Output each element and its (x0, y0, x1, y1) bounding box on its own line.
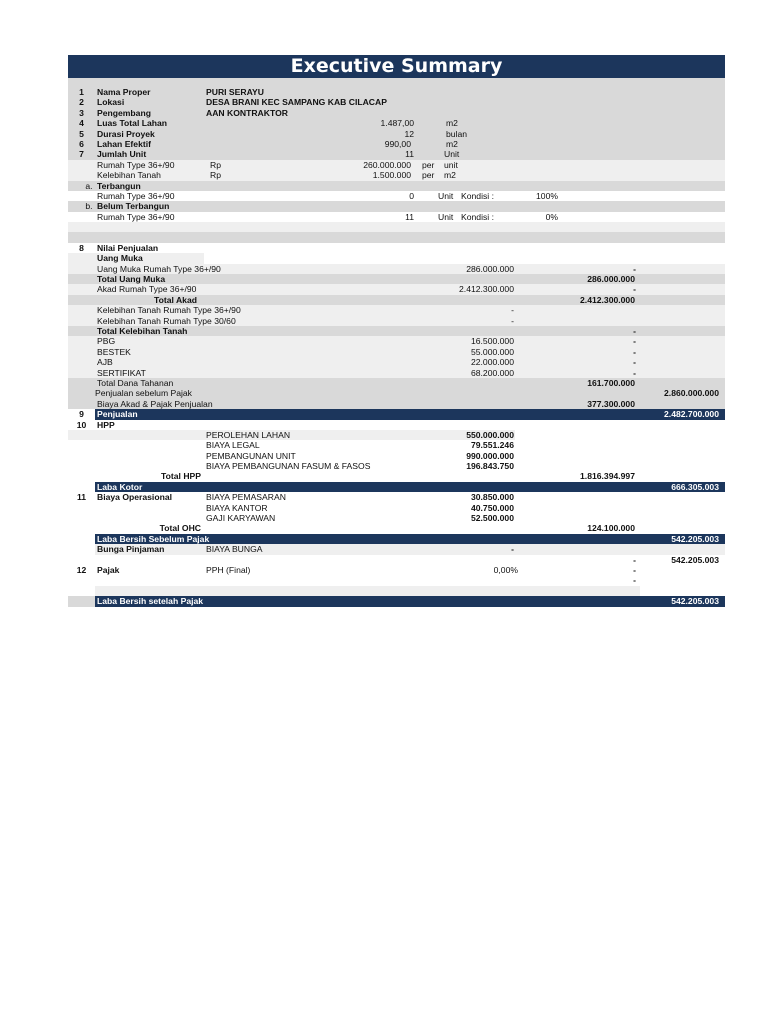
per-label: per (422, 159, 435, 170)
label-total-ohc: Total OHC (159, 523, 201, 534)
row-total-akad (68, 295, 725, 305)
opex-item-row (68, 513, 725, 523)
label-kelebihan-tanah-1: Kelebihan Tanah Rumah Type 36+/90 (97, 305, 241, 316)
value-total-hpp: 1.816.394.997 (580, 471, 635, 482)
row-number: 3 (79, 107, 84, 118)
value-bestek: 55.000.000 (470, 346, 514, 357)
opex-item-label: GAJI KARYAWAN (206, 513, 276, 524)
value-belum-terbangun-count: 11 (405, 211, 414, 222)
spacer-row (68, 78, 725, 87)
opex-item-row (68, 503, 725, 513)
label-terbangun: Terbangun (97, 180, 141, 191)
label-biaya-akad-pajak: Biaya Akad & Pajak Penjualan (97, 398, 213, 409)
value-ajb: 22.000.000 (470, 357, 514, 368)
executive-summary-sheet (68, 55, 725, 607)
label-uang-muka-item: Uang Muka Rumah Type 36+/90 (97, 263, 221, 274)
row-akad-item (68, 284, 725, 294)
row-lahan-efektif (68, 139, 725, 149)
row-number: 11 (76, 492, 87, 503)
row-nama-proper (68, 87, 725, 97)
dash-value: - (633, 284, 636, 295)
label-akad-item: Akad Rumah Type 36+/90 (97, 284, 197, 295)
row-terbangun-header (68, 181, 725, 191)
row-terbangun (68, 191, 725, 201)
label-pbg: PBG (97, 336, 116, 347)
opex-item-value: 30.850.000 (470, 492, 514, 503)
row-number: 7 (79, 149, 84, 160)
dash-value: - (633, 575, 636, 586)
label-terbangun-item: Rumah Type 36+/90 (97, 190, 175, 201)
label-bestek: BESTEK (97, 346, 131, 357)
kondisi-label: Kondisi : (461, 190, 494, 201)
row-laba-bersih-setelah-pajak (68, 596, 725, 606)
page-title: Executive Summary (68, 55, 725, 78)
label-jumlah-unit: Jumlah Unit (97, 149, 147, 160)
value-total-akad: 2.412.300.000 (580, 294, 635, 305)
row-lokasi (68, 97, 725, 107)
row-belum-terbangun (68, 212, 725, 222)
row-nilai-penjualan (68, 243, 725, 253)
value-laba-kotor: 666.305.003 (671, 481, 719, 492)
dash-value: - (633, 367, 636, 378)
value-harga-rumah: 260.000.000 (363, 159, 411, 170)
opex-items (68, 492, 725, 523)
row-laba-kotor (68, 482, 725, 492)
label-harga-rumah: Rumah Type 36+/90 (97, 159, 175, 170)
per-label: per (422, 170, 435, 181)
row-total-hpp (68, 471, 725, 481)
label-total-kelebihan-tanah: Total Kelebihan Tanah (97, 325, 188, 336)
dash-value: - (633, 346, 636, 357)
value-sertifikat: 68.200.000 (470, 367, 514, 378)
row-number: 6 (79, 138, 84, 149)
label-belum-terbangun-item: Rumah Type 36+/90 (97, 211, 175, 222)
row-number: 10 (76, 419, 87, 430)
unit-harga-kelebihan: m2 (444, 170, 456, 181)
label-biaya-operasional: Biaya Operasional (97, 492, 172, 503)
kondisi-label: Kondisi : (461, 211, 494, 222)
row-number: 12 (76, 564, 87, 575)
hpp-item-value: 196.843.750 (466, 461, 514, 472)
hpp-item-row (68, 461, 725, 471)
row-luas-lahan (68, 118, 725, 128)
value-jumlah-unit: 11 (405, 149, 414, 160)
hpp-item-label: BIAYA LEGAL (206, 440, 260, 451)
spacer-row (68, 586, 725, 596)
label-total-dana-tahanan: Total Dana Tahanan (97, 377, 174, 388)
dash-value: - (633, 357, 636, 368)
label-hpp: HPP (97, 419, 115, 430)
label-pph-final: PPH (Final) (206, 564, 251, 575)
opex-item-row (68, 492, 725, 502)
value-pph-pct: 0,00% (493, 564, 518, 575)
label-lokasi: Lokasi (97, 97, 125, 108)
opex-item-value: 52.500.000 (470, 513, 514, 524)
row-harga-kelebihan (68, 170, 725, 180)
unit-label: Unit (438, 211, 454, 222)
dash-value: - (633, 554, 636, 565)
row-kelebihan-tanah-1 (68, 305, 725, 315)
row-bunga-result (68, 555, 725, 565)
hpp-item-row (68, 451, 725, 461)
row-penjualan-sebelum-pajak (68, 388, 725, 398)
row-uang-muka-item (68, 264, 725, 274)
value-laba-bersih-sebelum-pajak: 542.205.003 (671, 533, 719, 544)
label-penjualan-sebelum-pajak: Penjualan sebelum Pajak (95, 388, 192, 399)
row-biaya-akad-pajak (68, 399, 725, 409)
row-pbg (68, 336, 725, 346)
label-total-akad: Total Akad (154, 294, 197, 305)
value-penjualan-sebelum-pajak: 2.860.000.000 (664, 388, 719, 399)
unit-label: Unit (438, 190, 454, 201)
row-jumlah-unit (68, 149, 725, 159)
value-pbg: 16.500.000 (470, 336, 514, 347)
row-total-kelebihan-tanah (68, 326, 725, 336)
value-uang-muka-item: 286.000.000 (466, 263, 514, 274)
label-penjualan: Penjualan (97, 409, 138, 420)
label-harga-kelebihan: Kelebihan Tanah (97, 170, 161, 181)
value-belum-terbangun-pct: 0% (545, 211, 558, 222)
hpp-item-label: PEROLEHAN LAHAN (206, 429, 291, 440)
hpp-items (68, 430, 725, 472)
value-biaya-akad-pajak: 377.300.000 (587, 398, 635, 409)
hpp-item-value: 550.000.000 (466, 429, 514, 440)
label-belum-terbangun: Belum Terbangun (97, 201, 170, 212)
dash-value: - (633, 336, 636, 347)
row-pajak-2 (68, 575, 725, 585)
label-durasi: Durasi Proyek (97, 128, 155, 139)
opex-item-label: BIAYA PEMASARAN (206, 492, 286, 503)
label-sertifikat: SERTIFIKAT (97, 367, 146, 378)
label-nama-proper: Nama Proper (97, 87, 151, 97)
label-ajb: AJB (97, 357, 113, 368)
row-number: 1 (79, 87, 84, 97)
value-terbangun-pct: 100% (536, 190, 558, 201)
hpp-item-value: 79.551.246 (470, 440, 514, 451)
marker-a: a. (85, 180, 93, 191)
value-harga-kelebihan: 1.500.000 (372, 170, 411, 181)
value-kelebihan-tanah-2: - (511, 315, 514, 326)
value-biaya-bunga: - (511, 544, 514, 555)
label-luas-lahan: Luas Total Lahan (97, 118, 168, 129)
label-biaya-bunga: BIAYA BUNGA (206, 544, 263, 555)
hpp-item-label: PEMBANGUNAN UNIT (206, 450, 296, 461)
hpp-item-row (68, 440, 725, 450)
dash-value: - (633, 564, 636, 575)
value-terbangun-count: 0 (409, 190, 414, 201)
unit-luas-lahan: m2 (446, 118, 458, 129)
value-luas-lahan: 1.487,00 (380, 118, 414, 129)
spacer-row (68, 222, 725, 232)
row-number: 5 (79, 128, 84, 139)
label-laba-bersih-setelah-pajak: Laba Bersih setelah Pajak (97, 596, 204, 607)
label-pajak: Pajak (97, 564, 120, 575)
opex-item-value: 40.750.000 (470, 502, 514, 513)
currency-label: Rp (210, 159, 221, 170)
label-total-hpp: Total HPP (161, 471, 201, 482)
value-setelah-bunga: 542.205.003 (671, 554, 719, 565)
row-number: 4 (79, 118, 84, 129)
row-belum-terbangun-header (68, 201, 725, 211)
value-total-dana-tahanan: 161.700.000 (587, 377, 635, 388)
row-laba-bersih-sebelum-pajak (68, 534, 725, 544)
row-penjualan (68, 409, 725, 419)
row-bestek (68, 347, 725, 357)
value-pengembang: AAN KONTRAKTOR (206, 107, 288, 118)
row-ajb (68, 357, 725, 367)
row-harga-rumah (68, 160, 725, 170)
value-penjualan: 2.482.700.000 (664, 409, 719, 420)
row-kelebihan-tanah-2 (68, 316, 725, 326)
value-nama-proper: PURI SERAYU (206, 87, 264, 97)
value-lokasi: DESA BRANI KEC SAMPANG KAB CILACAP (206, 97, 387, 108)
row-sertifikat (68, 368, 725, 378)
label-laba-bersih-sebelum-pajak: Laba Bersih Sebelum Pajak (97, 533, 210, 544)
hpp-item-value: 990.000.000 (466, 450, 514, 461)
label-lahan-efektif: Lahan Efektif (97, 138, 151, 149)
row-uang-muka-header (68, 253, 725, 263)
value-akad-item: 2.412.300.000 (459, 284, 514, 295)
value-lahan-efektif: 990,00 (384, 138, 411, 149)
currency-label: Rp (210, 170, 221, 181)
row-bunga-pinjaman (68, 544, 725, 554)
hpp-item-row (68, 430, 725, 440)
spacer-row (68, 232, 725, 242)
row-pengembang (68, 108, 725, 118)
label-uang-muka: Uang Muka (97, 253, 143, 264)
unit-durasi: bulan (446, 128, 468, 139)
row-total-dana-tahanan (68, 378, 725, 388)
value-total-kelebihan-tanah: - (633, 325, 636, 336)
opex-item-label: BIAYA KANTOR (206, 502, 268, 513)
label-nilai-penjualan: Nilai Penjualan (97, 242, 159, 253)
marker-b: b. (85, 201, 93, 212)
value-total-ohc: 124.100.000 (587, 523, 635, 534)
row-number: 8 (79, 242, 84, 253)
unit-harga-rumah: unit (444, 159, 458, 170)
unit-jumlah-unit: Unit (444, 149, 460, 160)
row-number: 9 (79, 409, 84, 420)
label-bunga-pinjaman: Bunga Pinjaman (97, 544, 165, 555)
row-hpp-header (68, 420, 725, 430)
label-total-uang-muka: Total Uang Muka (97, 274, 166, 285)
row-pajak (68, 565, 725, 575)
dash-value: - (633, 263, 636, 274)
row-number: 2 (79, 97, 84, 108)
row-total-ohc (68, 523, 725, 533)
label-pengembang: Pengembang (97, 107, 151, 118)
label-laba-kotor: Laba Kotor (97, 481, 143, 492)
hpp-item-label: BIAYA PEMBANGUNAN FASUM & FASOS (206, 461, 371, 472)
value-kelebihan-tanah-1: - (511, 305, 514, 316)
row-total-uang-muka (68, 274, 725, 284)
row-durasi (68, 129, 725, 139)
value-total-uang-muka: 286.000.000 (587, 274, 635, 285)
value-durasi: 12 (404, 128, 414, 139)
unit-lahan-efektif: m2 (446, 138, 458, 149)
value-laba-bersih-setelah-pajak: 542.205.003 (671, 596, 719, 607)
label-kelebihan-tanah-2: Kelebihan Tanah Rumah Type 30/60 (97, 315, 236, 326)
